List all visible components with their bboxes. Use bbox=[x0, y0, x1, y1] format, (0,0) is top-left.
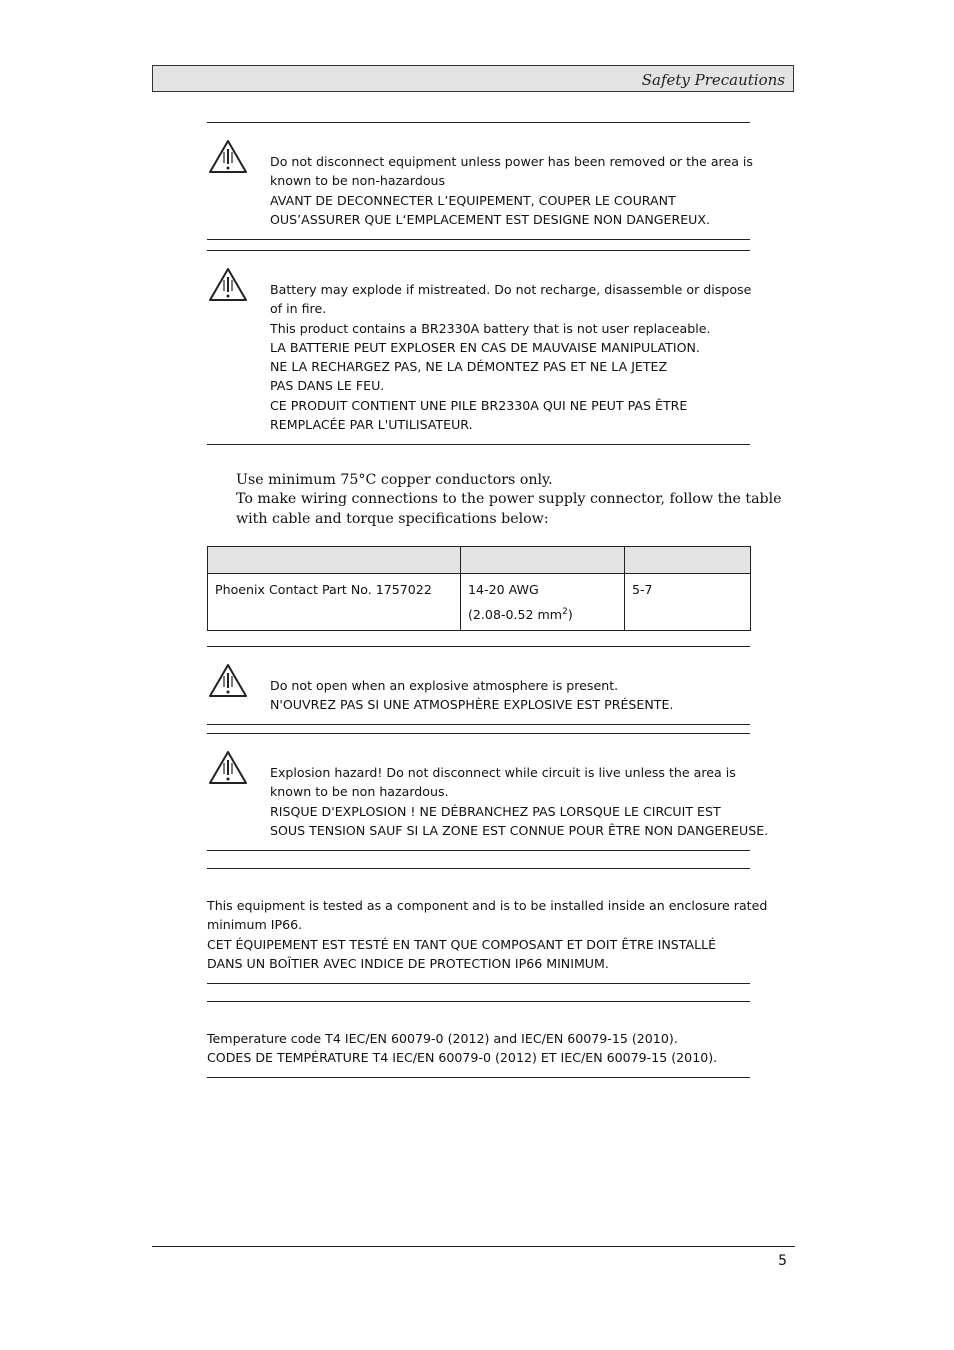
warning-triangle-icon bbox=[208, 663, 248, 699]
warning-triangle-icon bbox=[208, 267, 248, 303]
divider bbox=[207, 724, 750, 725]
warning-text-explosion-hazard: Explosion hazard! Do not disconnect while circuit is live unless the area is known to be non hazardous. RISQUE D'EXPLOSION ! NE DÉBRANCHEZ PAS LORSQUE LE CIRCUIT EST SOUS TENSION SAUF SI LA ZONE EST CONNUE POUR ÊTRE NON DANGEREUSE. bbox=[270, 765, 769, 838]
cable-spec-table bbox=[207, 546, 751, 631]
wiring-instructions: Use minimum 75°C copper conductors only. To make wiring connections to the power supply connector, follow the table with cable and torque specifications below: bbox=[236, 472, 782, 527]
warning-triangle-icon bbox=[208, 139, 248, 175]
divider bbox=[207, 733, 750, 734]
wire-gauge-cell bbox=[461, 574, 625, 631]
divider bbox=[207, 239, 750, 240]
table-header-cell bbox=[625, 547, 751, 574]
page-header-bar bbox=[152, 65, 794, 92]
divider bbox=[207, 646, 750, 647]
section-title: Safety Precautions bbox=[641, 71, 785, 89]
warning-text-battery: Battery may explode if mistreated. Do not recharge, disassemble or dispose of in fire. This product contains a BR2330A battery that is not user replaceable. LA BATTERIE PEUT EXPLOSER EN CAS DE MAUVAISE MANIPULATION. NE LA RECHARGEZ PAS, NE LA DÉMONTEZ PAS ET NE LA JETEZ PAS DANS LE FEU. CE PRODUIT CONTIENT UNE PILE BR2330A QUI NE PEUT PAS ÊTRE REMPLACÉE PAR L'UTILISATEUR. bbox=[270, 282, 752, 433]
divider bbox=[207, 250, 750, 251]
divider bbox=[207, 850, 750, 851]
divider bbox=[207, 1001, 750, 1002]
warning-text-explosive-atmosphere: Do not open when an explosive atmosphere is present. N'OUVREZ PAS SI UNE ATMOSPHÈRE EXPLOSIVE EST PRÉSENTE. bbox=[270, 678, 674, 713]
warning-text-disconnect: Do not disconnect equipment unless power has been removed or the area is known to be non-hazardous AVANT DE DECONNECTER L’EQUIPEMENT, COUPER LE COURANT OUS’ASSURER QUE L‘EMPLACEMENT EST DESIGNE NON DANGEREUX. bbox=[270, 154, 753, 227]
torque-cell: 5-7 bbox=[625, 574, 751, 631]
table-header-cell bbox=[461, 547, 625, 574]
temperature-note: Temperature code T4 IEC/EN 60079-0 (2012) and IEC/EN 60079-15 (2010). CODES DE TEMPÉRATURE T4 IEC/EN 60079-0 (2012) ET IEC/EN 60079-15 (2010). bbox=[207, 1031, 718, 1066]
page-number: 5 bbox=[778, 1253, 787, 1269]
part-number-cell: Phoenix Contact Part No. 1757022 bbox=[208, 574, 461, 631]
warning-triangle-icon bbox=[208, 750, 248, 786]
divider bbox=[207, 868, 750, 869]
divider bbox=[207, 444, 750, 445]
table-header-cell bbox=[208, 547, 461, 574]
divider bbox=[207, 122, 750, 123]
enclosure-note: This equipment is tested as a component and is to be installed inside an enclosure rated minimum IP66. CET ÉQUIPEMENT EST TESTÉ EN TANT QUE COMPOSANT ET DOIT ÊTRE INSTALLÉ DANS UN BOÎTIER AVEC INDICE DE PROTECTION IP66 MINIMUM. bbox=[207, 898, 768, 971]
mm2-value: (2.08-0.52 $mm^2$) bbox=[468, 607, 573, 623]
table-row bbox=[208, 574, 751, 631]
awg-value: 14-20 AWG bbox=[468, 582, 539, 597]
divider bbox=[207, 983, 750, 984]
divider bbox=[207, 1077, 750, 1078]
footer-divider bbox=[152, 1246, 795, 1247]
table-header-row bbox=[208, 547, 751, 574]
